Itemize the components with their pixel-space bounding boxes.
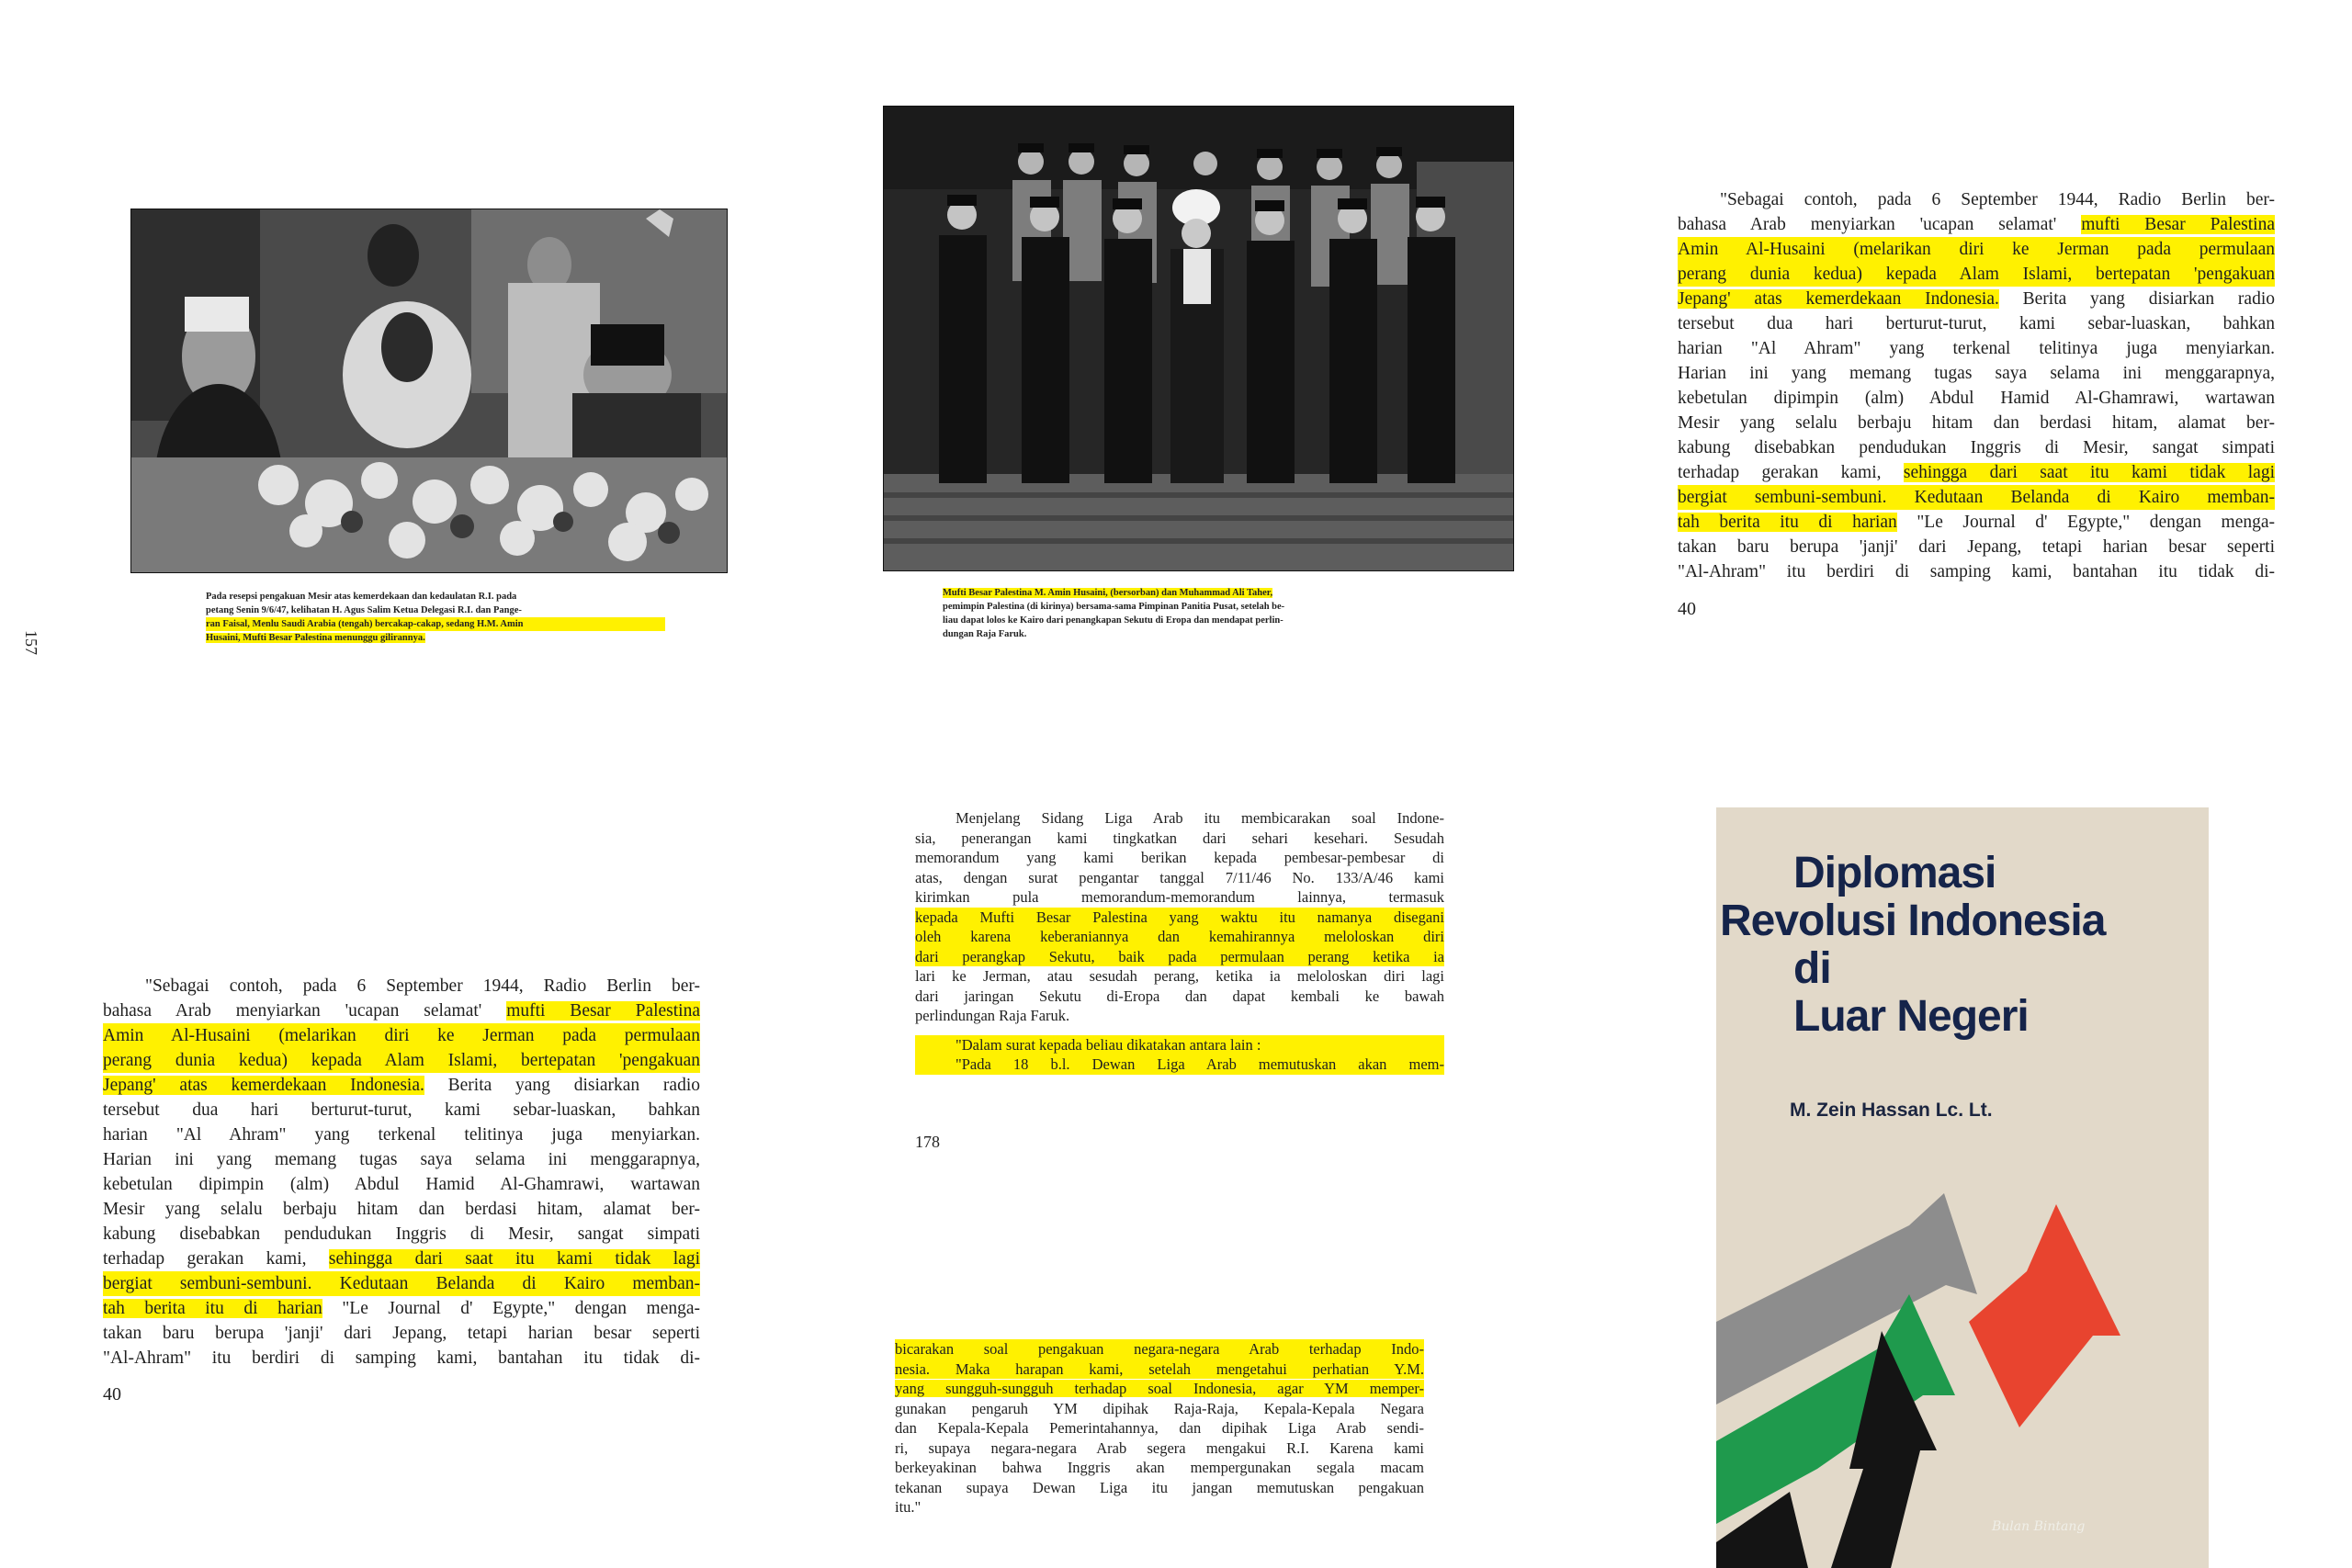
text-line: bahasa Arab menyiarkan 'ucapan selamat' mufti Besar Palestina [103, 1001, 700, 1021]
text-page-40-top [1678, 187, 2275, 584]
cover-title-line: Diplomasi [1793, 849, 1996, 897]
text-line: memorandum yang kami berikan kepada pembesar-pembesar di [915, 849, 1444, 866]
page-number-40-top: 40 [1678, 599, 1696, 619]
text-line: kebetulan dipimpin (alm) Abdul Hamid Al-Ghamrawi, wartawan [1678, 389, 2275, 408]
text-line-highlighted: bergiat sembuni-sembuni. Kedutaan Belanda di Kairo memban- [103, 1271, 700, 1296]
group-photo-image [884, 107, 1513, 570]
text-line: ri, supaya negara-negara Arab segera mengakui R.I. Karena kami [895, 1438, 1424, 1457]
text-line: perlindungan Raja Faruk. [915, 1007, 1070, 1024]
text-page-40-bottom [103, 974, 700, 1371]
text-line-highlighted: bicarakan soal pengakuan negara-negara Arab terhadap Indo- [895, 1340, 1424, 1358]
reception-photo [130, 209, 728, 573]
caption-line: liau dapat lolos ke Kairo dari penangkapan Sekutu di Eropa dan mendapat perlin- [943, 615, 1283, 626]
caption-line: petang Senin 9/6/47, kelihatan H. Agus Salim Ketua Delegasi R.I. dan Pange- [206, 605, 522, 615]
text-line: takan baru berupa 'janji' dari Jepang, tetapi harian besar seperti [1678, 537, 2275, 557]
caption-line: dungan Raja Faruk. [943, 629, 1027, 639]
caption-line-highlighted: Husaini, Mufti Besar Palestina menunggu gilirannya. [206, 633, 425, 643]
text-line: atas, dengan surat pengantar tanggal 7/11/46 No. 133/A/46 kami [915, 868, 1444, 886]
cover-title-line: Revolusi Indonesia [1720, 897, 2106, 945]
text-line: dari jaringan Sekutu di-Eropa dan dapat kembali ke bawah [915, 987, 1444, 1005]
text-line-highlighted: perang dunia kedua) kepada Alam Islami, bertepatan 'pengakuan [103, 1048, 700, 1073]
panel-reception-photo [130, 209, 726, 643]
text-line: lari ke Jerman, atau sesudah perang, ketika ia meloloskan diri lagi [915, 967, 1444, 985]
text-page-178 [915, 808, 1444, 1075]
text-line: kebetulan dipimpin (alm) Abdul Hamid Al-Ghamrawi, wartawan [103, 1175, 700, 1194]
text-line: kabung disebabkan pendudukan Inggris di Mesir, sangat simpati [103, 1224, 700, 1244]
text-line-highlighted: kepada Mufti Besar Palestina yang waktu itu namanya disegani [915, 908, 1444, 926]
quote-line: "Pada 18 b.l. Dewan Liga Arab memutuskan akan mem- [915, 1055, 1444, 1075]
text-line: tah berita itu di harian "Le Journal d' Egypte," dengan menga- [1678, 513, 2275, 532]
text-line: kirimkan pula memorandum-memorandum lainnya, termasuk [915, 888, 1444, 906]
text-line: "Al-Ahram" itu berdiri di samping kami, bantahan itu tidak di- [103, 1348, 700, 1368]
text-line: Jepang' atas kemerdekaan Indonesia. Berita yang disiarkan radio [103, 1076, 700, 1095]
text-line: tekanan supaya Dewan Liga itu jangan memutuskan pengakuan [895, 1478, 1424, 1496]
cover-author: M. Zein Hassan Lc. Lt. [1790, 1100, 1993, 1121]
text-page-continuation [895, 1339, 1424, 1517]
caption-line-highlighted: Mufti Besar Palestina M. Amin Husaini, (bersorban) dan Muhammad Ali Taher, [943, 588, 1273, 598]
text-line: terhadap gerakan kami, sehingga dari saat itu kami tidak lagi [1678, 463, 2275, 482]
caption-line: Pada resepsi pengakuan Mesir atas kemerdekaan dan kedaulatan R.I. pada [206, 592, 517, 602]
reception-photo-image [131, 209, 727, 572]
text-line: tersebut dua hari berturut-turut, kami sebar-luaskan, bahkan [103, 1100, 700, 1120]
text-line: harian "Al Ahram" yang terkenal telitinya juga menyiarkan. [103, 1125, 700, 1145]
text-line: harian "Al Ahram" yang terkenal telitinya juga menyiarkan. [1678, 339, 2275, 358]
text-line: tah berita itu di harian "Le Journal d' Egypte," dengan menga- [103, 1299, 700, 1318]
text-line: Mesir yang selalu berbaju hitam dan berdasi hitam, alamat ber- [103, 1200, 700, 1219]
text-line: takan baru berupa 'janji' dari Jepang, tetapi harian besar seperti [103, 1324, 700, 1343]
caption-line-highlighted: ran Faisal, Menlu Saudi Arabia (tengah) bercakap-cakap, sedang H.M. Amin [206, 617, 665, 631]
text-line: Menjelang Sidang Liga Arab itu membicarakan soal Indone- [956, 809, 1444, 827]
quote-line: "Dalam surat kepada beliau dikatakan antara lain : [915, 1035, 1444, 1055]
red-arrow [1969, 1204, 2120, 1427]
group-photo-caption [943, 586, 1430, 641]
reception-photo-caption [206, 590, 665, 645]
text-line: Harian ini yang memang tugas saya selama ini menggarapnya, [1678, 364, 2275, 383]
text-line: yang sungguh-sungguh terhadap soal Indonesia, agar YM memper- [895, 1380, 1424, 1397]
text-line: tersebut dua hari berturut-turut, kami sebar-luaskan, bahkan [1678, 314, 2275, 333]
cover-title-line: di [1793, 944, 1831, 993]
text-line: berkeyakinan bahwa Inggris akan mempergunakan segala macam [895, 1459, 1424, 1476]
caption-line: pemimpin Palestina (di kirinya) bersama-sama Pimpinan Panitia Pusat, setelah be- [943, 602, 1285, 612]
page-number-40-bottom: 40 [103, 1384, 121, 1404]
text-line: sia, penerangan kami tingkatkan dari sehari kesehari. Sesudah [915, 829, 1444, 847]
text-line-highlighted: Amin Al-Husaini (melarikan diri ke Jerman pada permulaan [103, 1023, 700, 1048]
text-line-highlighted: dari perangkap Sekutu, baik pada permulaan perang ketika ia [915, 947, 1444, 965]
text-line: "Sebagai contoh, pada 6 September 1944, Radio Berlin ber- [145, 976, 700, 996]
highlighted-quote [915, 1035, 1444, 1075]
text-line: Mesir yang selalu berbaju hitam dan berdasi hitam, alamat ber- [1678, 413, 2275, 433]
text-line-highlighted: bergiat sembuni-sembuni. Kedutaan Belanda di Kairo memban- [1678, 485, 2275, 510]
text-line-highlighted: perang dunia kedua) kepada Alam Islami, bertepatan 'pengakuan [1678, 262, 2275, 287]
publisher-logo: Bulan Bintang [1992, 1519, 2086, 1534]
text-line: kabung disebabkan pendudukan Inggris di Mesir, sangat simpati [1678, 438, 2275, 457]
group-photo [883, 106, 1514, 571]
text-line: bahasa Arab menyiarkan 'ucapan selamat' mufti Besar Palestina [1678, 215, 2275, 234]
text-line: Harian ini yang memang tugas saya selama ini menggarapnya, [103, 1150, 700, 1169]
text-line: Jepang' atas kemerdekaan Indonesia. Berita yang disiarkan radio [1678, 289, 2275, 309]
side-page-number: 157 [22, 630, 40, 655]
cover-title-line: Luar Negeri [1793, 992, 2029, 1041]
page-number-178: 178 [915, 1133, 940, 1151]
text-line: itu." [895, 1498, 922, 1516]
cover-title [1720, 850, 2198, 1041]
text-line-highlighted: Amin Al-Husaini (melarikan diri ke Jerman pada permulaan [1678, 237, 2275, 262]
text-line-highlighted: nesia. Maka harapan kami, setelah mengetahui perhatian Y.M. [895, 1359, 1424, 1378]
book-cover [1716, 807, 2209, 1568]
text-line: "Al-Ahram" itu berdiri di samping kami, bantahan itu tidak di- [1678, 562, 2275, 581]
panel-group-photo [883, 106, 1512, 639]
text-line: terhadap gerakan kami, sehingga dari saat itu kami tidak lagi [103, 1249, 700, 1269]
text-line-highlighted: oleh karena keberaniannya dan kemahirannya meloloskan diri [915, 928, 1444, 945]
text-line: gunakan pengaruh YM dipihak Raja-Raja, Kepala-Kepala Negara [895, 1399, 1424, 1417]
text-line: dan Kepala-Kepala Pemerintahannya, dan dipihak Liga Arab sendi- [895, 1419, 1424, 1437]
text-line: "Sebagai contoh, pada 6 September 1944, Radio Berlin ber- [1720, 190, 2275, 209]
